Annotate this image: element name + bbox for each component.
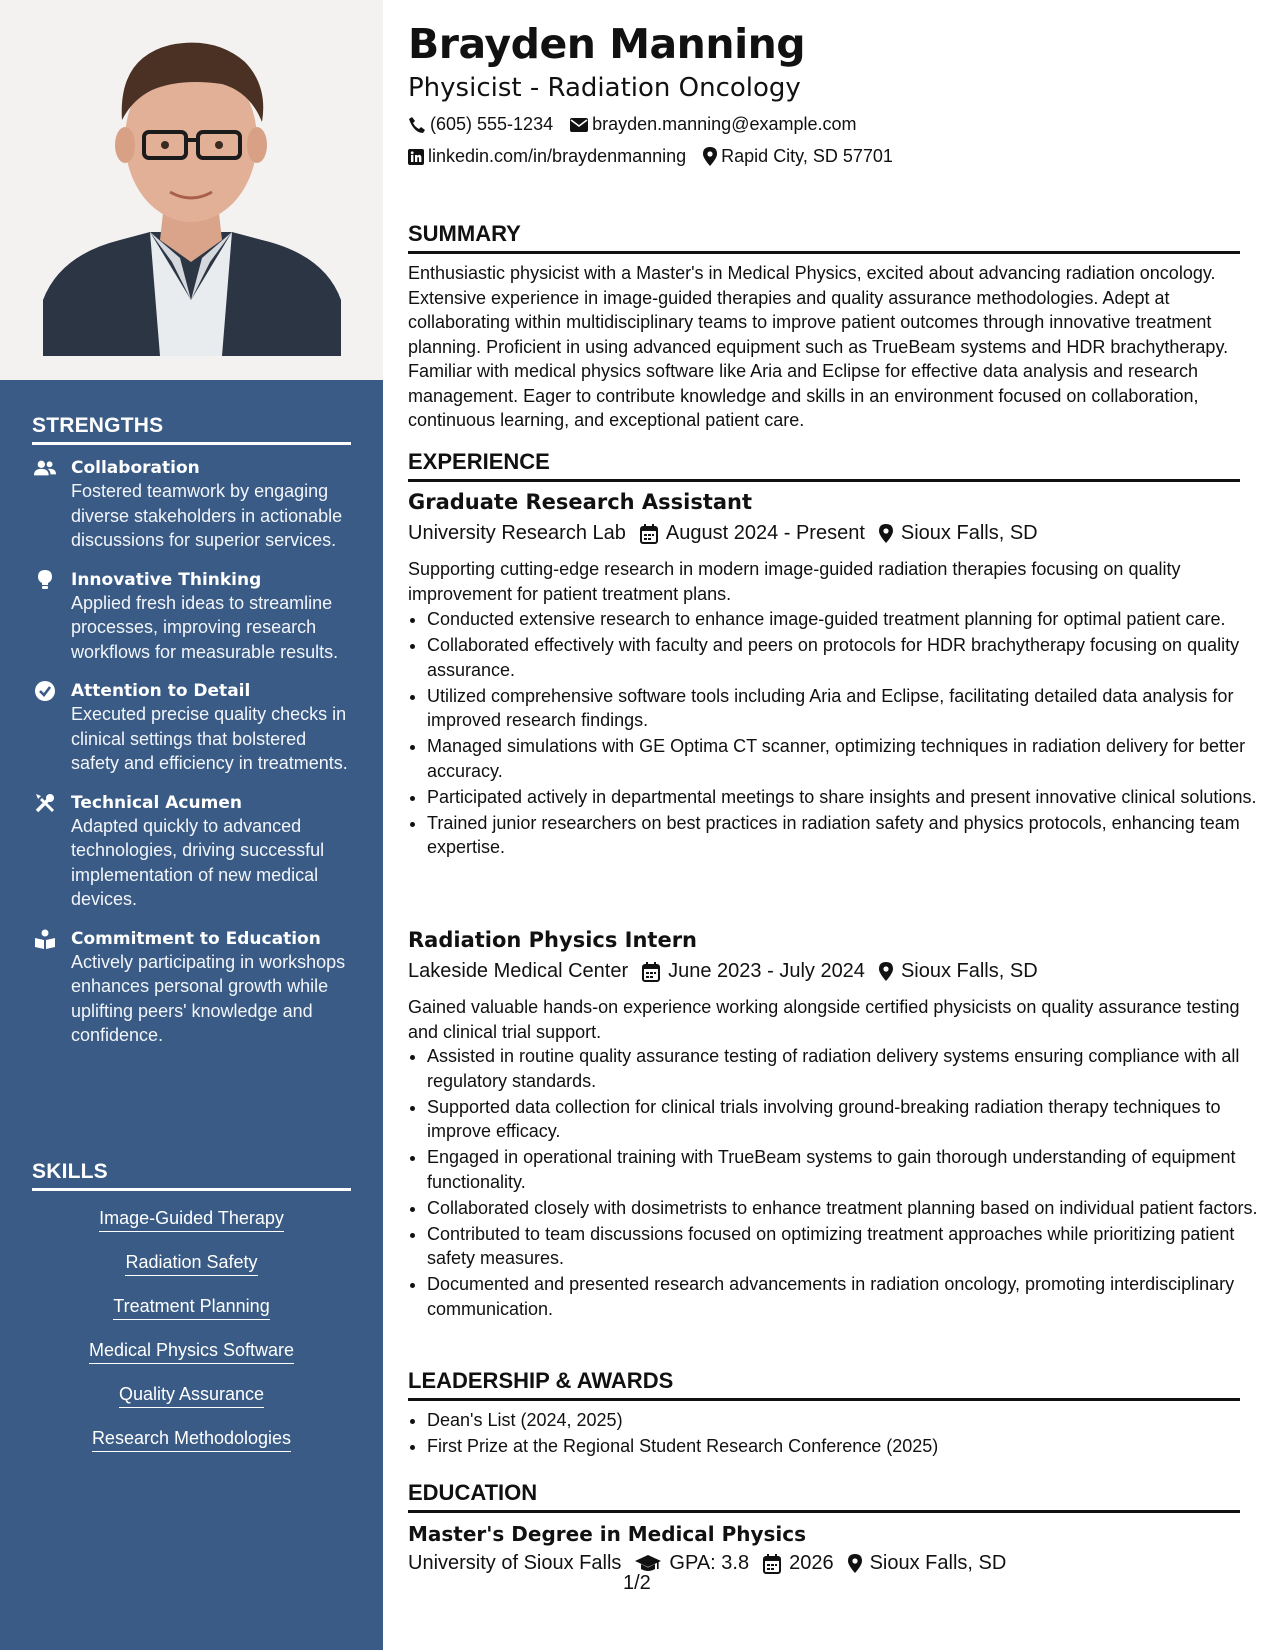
calendar-icon	[763, 1554, 781, 1574]
job-location-text: Sioux Falls, SD	[900, 522, 1038, 544]
graduation-year-text: 2026	[789, 1552, 834, 1574]
strength-item	[32, 928, 351, 1048]
strength-item	[32, 680, 351, 776]
contact-line-1	[408, 114, 874, 135]
strengths-section	[32, 414, 351, 1064]
awards-list	[408, 1408, 1259, 1460]
linkedin-icon	[408, 149, 424, 165]
job-bullets	[408, 607, 1259, 861]
skills-section	[32, 1160, 351, 1471]
job-bullet: • Assisted in routine quality assurance testing of radiation delivery systems ensuring compliance with all regulatory standards.	[427, 1044, 1259, 1093]
skill-tag: Treatment Planning	[113, 1295, 269, 1320]
skills-heading: SKILLS	[32, 1160, 351, 1191]
job-bullet: • Conducted extensive research to enhance image-guided treatment planning for optimal patient care.	[427, 607, 1259, 632]
award-item: • First Prize at the Regional Student Research Conference (2025)	[427, 1434, 1259, 1459]
job-bullet: • Trained junior researchers on best practices in radiation safety and physics protocols, enhancing team expertise.	[427, 811, 1259, 860]
skill-tag: Radiation Safety	[125, 1251, 257, 1276]
strength-title: Innovative Thinking	[71, 569, 262, 590]
skill-tag: Research Methodologies	[92, 1427, 291, 1452]
graduation-year	[763, 1552, 834, 1575]
job-title: Graduate Research Assistant	[408, 490, 753, 514]
strength-title: Attention to Detail	[71, 681, 251, 701]
awards-heading: LEADERSHIP & AWARDS	[408, 1368, 1240, 1401]
email-contact[interactable]	[570, 114, 856, 135]
phone-number: (605) 555-1234	[430, 114, 554, 134]
job-bullet: • Supported data collection for clinical trials involving ground-breaking radiation therapy techniques to improve efficacy.	[427, 1095, 1259, 1144]
strength-item	[32, 457, 351, 553]
job-meta	[408, 522, 1052, 545]
contact-line-2	[408, 146, 910, 167]
gpa-text: GPA: 3.8	[669, 1552, 750, 1574]
education-meta	[408, 1552, 1020, 1575]
job-intro: Gained valuable hands-on experience working alongside certified physicists on quality assurance testing and clinical trial support.	[408, 997, 1240, 1042]
experience-heading: EXPERIENCE	[408, 449, 1240, 482]
award-item: • Dean's List (2024, 2025)	[427, 1408, 1259, 1433]
job-dates	[640, 522, 865, 545]
job-bullet: • Utilized comprehensive software tools including Aria and Eclipse, facilitating detailed data analysis for improved research findings.	[427, 684, 1259, 733]
map-pin-icon	[703, 147, 717, 166]
skill-tag: Quality Assurance	[119, 1383, 264, 1408]
page-number: 1/2	[623, 1572, 651, 1594]
tools-icon	[34, 793, 56, 813]
summary-text: Enthusiastic physicist with a Master's in Medical Physics, excited about advancing radiation oncology. Extensive experience in image-guided therapies and quality assurance methodologies. Adept at collaborating within multidisciplinary teams to improve patient outcomes through innovative treatment planning. Proficient in using advanced equipment such as TrueBeam systems and HDR brachytherapy. Familiar with medical physics software like Aria and Eclipse for effective data analysis and research management. Eager to contribute knowledge and skills in an environment focused on collaboration, continuous learning, and exceptional patient care.	[408, 263, 1229, 430]
strength-description: Executed precise quality checks in clinical settings that bolstered safety and efficiency in treatments.	[71, 704, 348, 773]
linkedin-contact[interactable]	[408, 146, 686, 167]
education-location	[848, 1552, 1007, 1575]
job-bullet: • Participated actively in departmental meetings to share insights and present innovative clinical solutions.	[427, 785, 1259, 810]
education-heading: EDUCATION	[408, 1480, 1240, 1513]
job-meta	[408, 960, 1052, 983]
strength-description: Actively participating in workshops enhances personal growth while uplifting peers' knowledge and confidence.	[71, 951, 346, 1045]
strengths-heading: STRENGTHS	[32, 414, 351, 445]
lightbulb-icon	[34, 570, 56, 590]
candidate-role: Physicist - Radiation Oncology	[408, 73, 801, 103]
gpa	[635, 1552, 749, 1575]
job-bullet: • Engaged in operational training with TrueBeam systems to gain thorough understanding of equipment functionality.	[427, 1145, 1259, 1194]
job-bullet: • Collaborated closely with dosimetrists to enhance treatment planning based on individual patient factors.	[427, 1196, 1259, 1221]
summary-heading: SUMMARY	[408, 221, 1240, 254]
job-title: Radiation Physics Intern	[408, 928, 698, 952]
school-name: University of Sioux Falls	[408, 1552, 622, 1574]
portrait-image	[0, 0, 383, 380]
strength-description: Fostered teamwork by engaging diverse stakeholders in actionable discussions for superior services.	[71, 481, 343, 550]
calendar-icon	[642, 962, 660, 982]
users-icon	[34, 458, 56, 478]
job-bullet: • Documented and presented research advancements in radiation oncology, promoting interdisciplinary communication.	[427, 1272, 1259, 1321]
job-intro: Supporting cutting-edge research in modern image-guided radiation therapies focusing on quality improvement for patient treatment plans.	[408, 559, 1181, 604]
job-bullet: • Managed simulations with GE Optima CT scanner, optimizing techniques in radiation delivery for better accuracy.	[427, 734, 1259, 783]
calendar-icon	[640, 524, 658, 544]
job-dates	[642, 960, 865, 983]
strength-description: Applied fresh ideas to streamline processes, improving research workflows for measurable results.	[71, 592, 339, 662]
envelope-icon	[570, 118, 588, 132]
job-location	[879, 522, 1038, 545]
phone-contact[interactable]	[408, 114, 553, 135]
phone-icon	[408, 116, 426, 134]
skills-list	[32, 1203, 351, 1471]
strength-item	[32, 569, 351, 665]
skill-tag: Image-Guided Therapy	[99, 1207, 284, 1232]
job-bullet: • Collaborated effectively with faculty and peers on protocols for HDR brachytherapy focusing on quality assurance.	[427, 633, 1259, 682]
education-location-text: Sioux Falls, SD	[869, 1552, 1007, 1574]
profile-photo	[0, 0, 383, 380]
skill-tag: Medical Physics Software	[89, 1339, 294, 1364]
strength-title: Technical Acumen	[71, 792, 242, 813]
sidebar	[0, 0, 383, 1650]
job-org: University Research Lab	[408, 522, 626, 544]
job-bullet: • Contributed to team discussions focused on optimizing treatment approaches while prioritizing patient safety measures.	[427, 1222, 1259, 1271]
map-pin-icon	[879, 962, 893, 981]
email-address: brayden.manning@example.com	[592, 114, 857, 134]
job-org: Lakeside Medical Center	[408, 960, 629, 982]
strength-item	[32, 792, 351, 912]
check-circle-icon	[34, 681, 56, 701]
job-location	[879, 960, 1038, 983]
map-pin-icon	[848, 1554, 862, 1573]
location-text: Rapid City, SD 57701	[721, 146, 893, 166]
strength-description: Adapted quickly to advanced technologies, driving successful implementation of new medical devices.	[71, 815, 325, 909]
candidate-name: Brayden Manning	[408, 20, 806, 68]
map-pin-icon	[879, 524, 893, 543]
book-reader-icon	[34, 929, 56, 949]
job-bullets	[408, 1044, 1259, 1323]
graduation-cap-icon	[635, 1555, 661, 1573]
strength-title: Collaboration	[71, 458, 200, 478]
job-dates-text: August 2024 - Present	[665, 522, 865, 544]
job-dates-text: June 2023 - July 2024	[668, 960, 865, 982]
linkedin-url: linkedin.com/in/braydenmanning	[428, 146, 687, 166]
job-location-text: Sioux Falls, SD	[900, 960, 1038, 982]
degree-title: Master's Degree in Medical Physics	[408, 1522, 807, 1546]
location-contact	[703, 146, 893, 167]
strength-title: Commitment to Education	[71, 928, 321, 949]
